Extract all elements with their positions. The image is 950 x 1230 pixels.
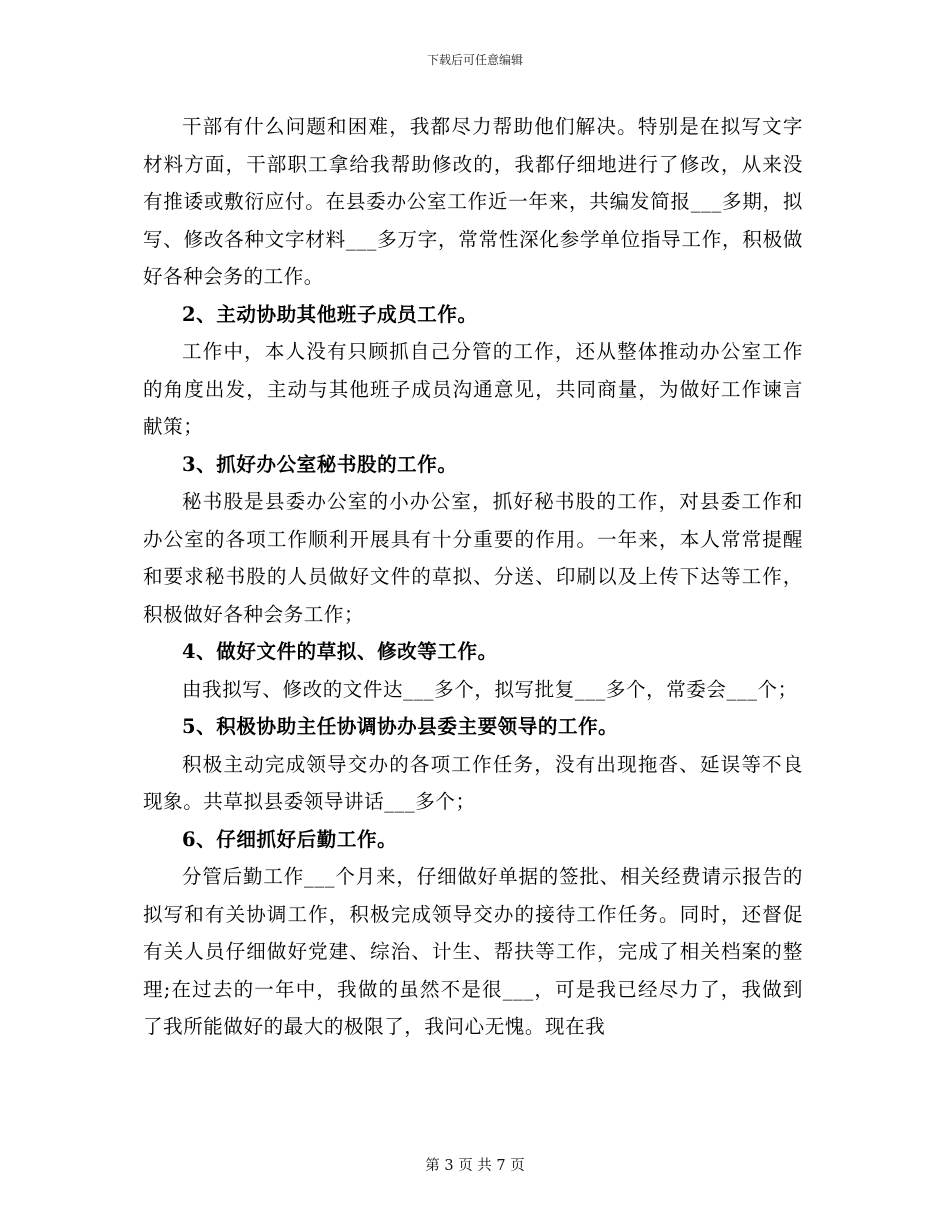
paragraph-assist-colleagues: 工作中，本人没有只顾抓自己分管的工作，还从整体推动办公室工作的角度出发，主动与其他班子成员沟通意见，共同商量，为做好工作谏言献策； <box>143 340 803 438</box>
paragraph-cadre-help: 干部有什么问题和困难，我都尽力帮助他们解决。特别是在拟写文字材料方面，干部职工拿给我帮助修改的，我都仔细地进行了修改，从来没有推诿或敷衍应付。在县委办公室工作近一年来，共编发简报___多期，拟写、修改各种文字材料___多万字，常常性深化参学单位指导工作，积极做好各种会务的工作。 <box>143 115 803 288</box>
paragraph-secretary-section: 秘书股是县委办公室的小办公室，抓好秘书股的工作，对县委工作和办公室的各项工作顺利开展具有十分重要的作用。一年来，本人常常提醒和要求秘书股的人员做好文件的草拟、分送、印刷以及上传下达等工作，积极做好各种会务工作； <box>143 490 803 626</box>
page-header: 下载后可任意编辑 <box>426 53 523 67</box>
page-number: 第 3 页 共 7 页 <box>425 1158 525 1174</box>
section-heading-2: 2、主动协助其他班子成员工作。 <box>182 302 478 326</box>
section-heading-6: 6、仔细抓好后勤工作。 <box>182 827 398 851</box>
section-heading-5: 5、积极协助主任协调协办县委主要领导的工作。 <box>182 715 619 738</box>
paragraph-document-drafting: 由我拟写、修改的文件达___多个，拟写批复___多个，常委会___个； <box>182 677 798 701</box>
paragraph-leadership-support: 积极主动完成领导交办的各项工作任务，没有出现拖沓、延误等不良现象。共草拟县委领导讲话___多个； <box>143 752 803 813</box>
document-body <box>143 108 803 1046</box>
paragraph-logistics: 分管后勤工作___个月来，仔细做好单据的签批、相关经费请示报告的拟写和有关协调工作，积极完成领导交办的接待工作任务。同时，还督促有关人员仔细做好党建、综治、计生、帮扶等工作，完成了相关档案的整理;在过去的一年中，我做的虽然不是很___，可是我已经尽力了，我做到了我所能做好的最大的极限了，我问心无愧。现在我 <box>143 865 803 1038</box>
section-heading-4: 4、做好文件的草拟、修改等工作。 <box>182 640 498 663</box>
section-heading-3: 3、抓好办公室秘书股的工作。 <box>182 452 458 476</box>
